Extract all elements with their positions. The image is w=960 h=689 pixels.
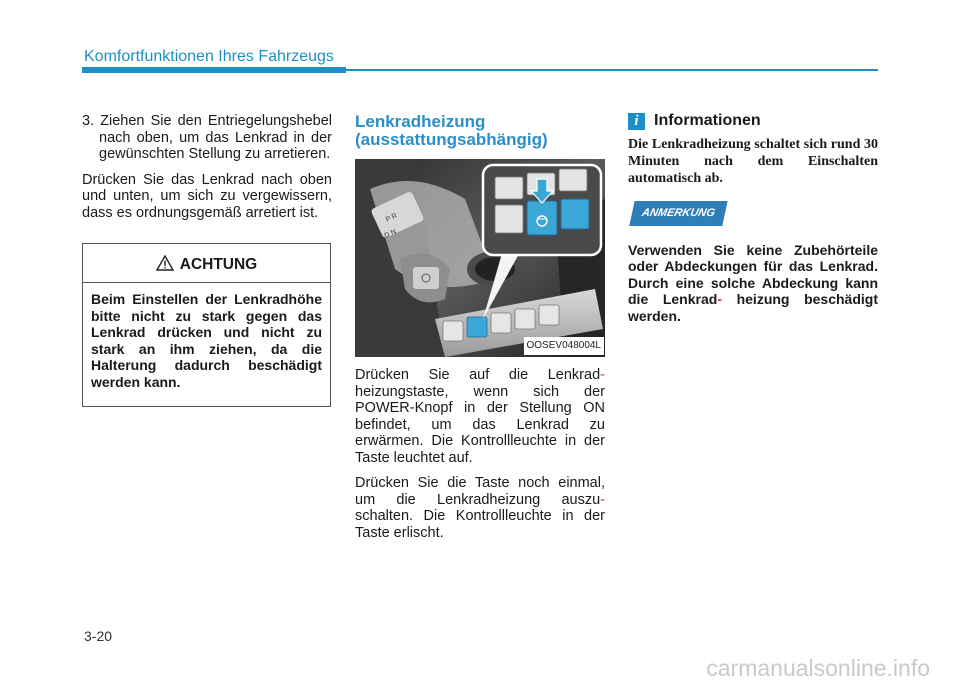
info-text: Die Lenkradheizung schaltet sich rund 30 Minuten nach dem Einschalten automatisch ab. [628, 137, 878, 186]
header-accent-bar [82, 67, 346, 73]
header-rule [346, 69, 878, 71]
heating-on-paragraph: Drücken Sie auf die Lenkrad- heizungstaste, wenn sich der POWER-Knopf in der Stellung ON befindet, um das Lenkrad zu erwärmen. Die Kontrollleuchte in der Taste leuchtet auf. [355, 367, 605, 466]
caution-box [82, 243, 331, 407]
image-reference-code: OOSEV048004L [524, 337, 605, 356]
svg-text:P R: P R [384, 212, 399, 224]
note-text: Verwenden Sie keine Zubehörteile oder Abdeckungen für das Lenkrad. Durch eine solche Abdeckung kann die Lenkrad- heizung beschädigt werden. [628, 241, 878, 324]
info-icon: i [628, 113, 645, 130]
caution-heading [83, 244, 330, 278]
left-column [82, 113, 332, 230]
warning-triangle-icon [156, 255, 174, 276]
section-title-steering-heating [355, 113, 605, 149]
step-3-text: 3. Ziehen Sie den Entriegelungshebel nach oben, um das Lenkrad in der gewünschten Stellung zu arretieren. [82, 113, 332, 162]
lock-check-paragraph: Drücken Sie das Lenkrad nach oben und unten, um sich zu vergewissern, dass es ordnungsgemäß arretiert ist. [82, 171, 332, 221]
console-photo [355, 159, 605, 357]
caution-text: Beim Einstellen der Lenkradhöhe bitte nicht zu stark gegen das Lenkrad drücken und nicht zu stark an ihm ziehen, da die Halterung dadurch beschädigt werden kann. [91, 291, 322, 390]
note-badge: ANMERKUNG [629, 201, 727, 226]
right-column [628, 113, 878, 324]
info-title: Informationen [654, 112, 761, 130]
info-heading [628, 113, 878, 130]
page-number: 3-20 [84, 628, 113, 644]
caution-heading-label: ACHTUNG [179, 256, 258, 273]
center-console-illustration [355, 159, 605, 357]
page-header-title: Komfortfunktionen Ihres Fahrzeugs [84, 48, 334, 65]
section-title-line-2: (ausstattungsabhängig) [355, 130, 548, 149]
middle-column [355, 113, 605, 550]
heating-off-paragraph: Drücken Sie die Taste noch einmal, um die Lenkradheizung auszu- schalten. Die Kontrollleuchte in der Taste erlischt. [355, 475, 605, 541]
zoom-inset [483, 165, 601, 255]
watermark: carmanualsonline.info [706, 655, 930, 681]
svg-text:D N: D N [383, 228, 398, 240]
section-title-line-1: Lenkradheizung [355, 112, 486, 131]
